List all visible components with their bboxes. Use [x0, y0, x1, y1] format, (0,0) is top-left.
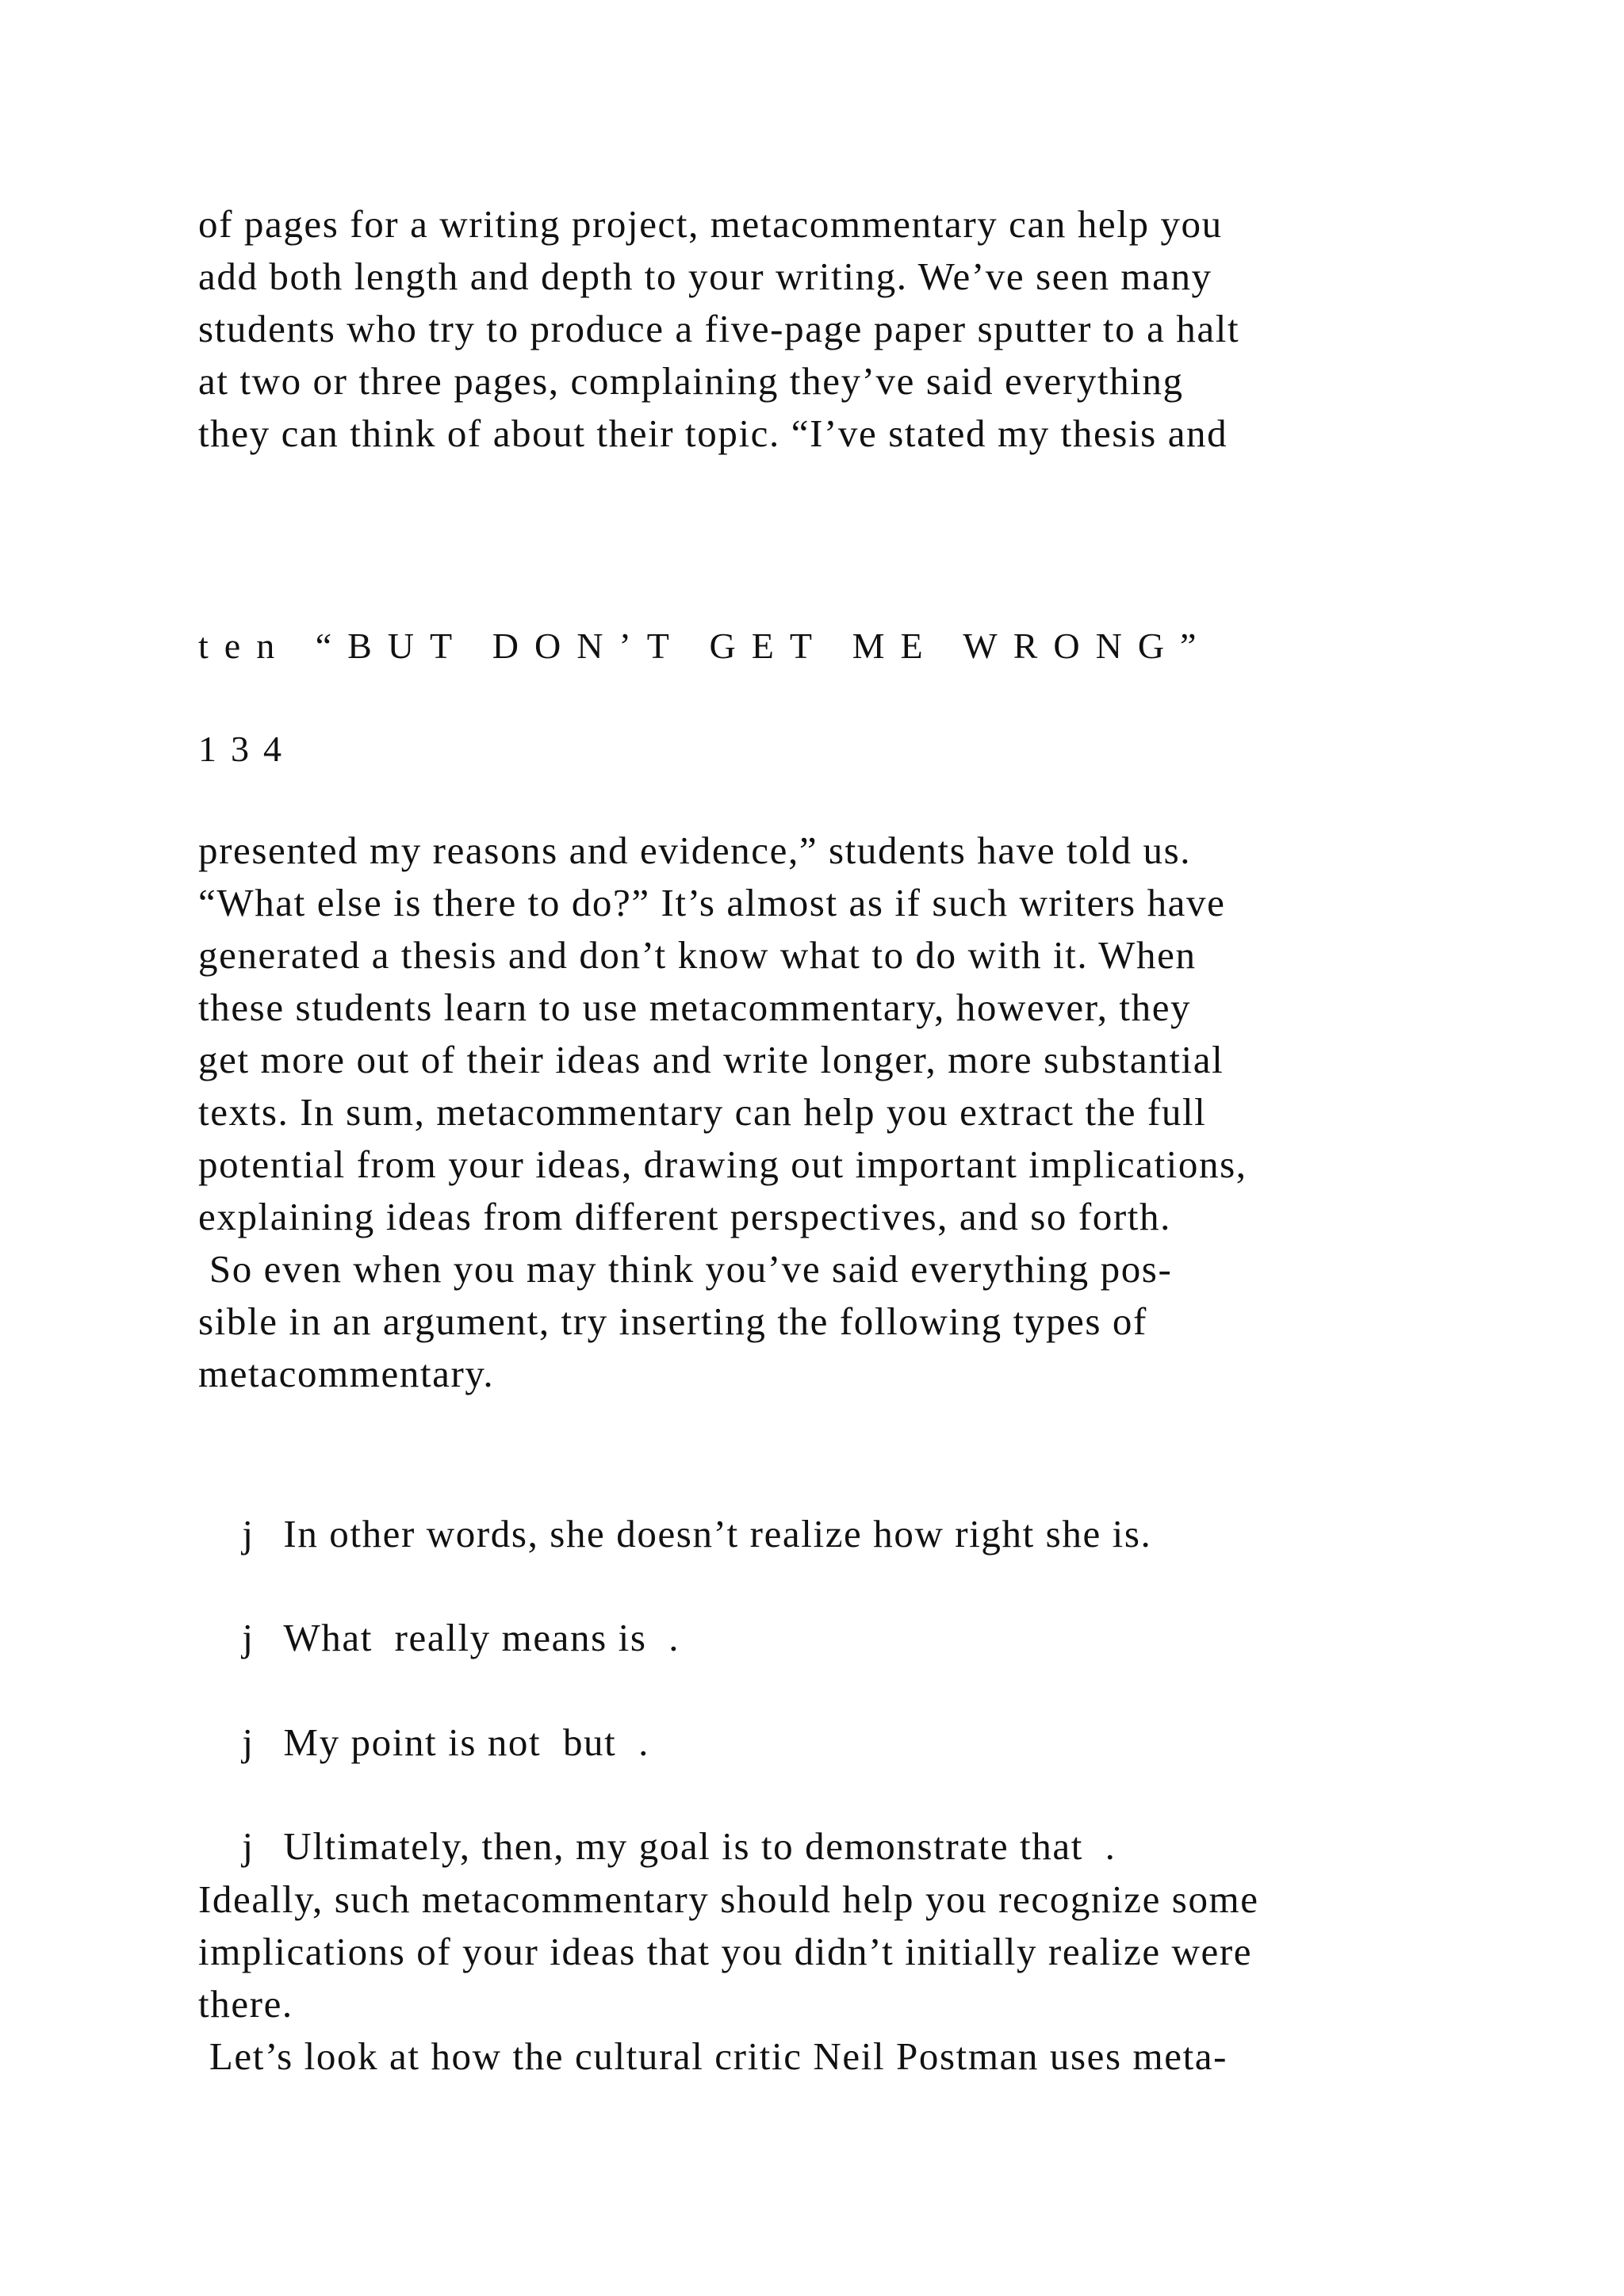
template-text: Ultimately, then, my goal is to demonstrate that . [283, 1824, 1116, 1868]
text-line: metacommentary. [198, 1352, 495, 1395]
page-number: 134 [198, 729, 296, 769]
text-line: explaining ideas from different perspectives, and so forth. [198, 1195, 1171, 1238]
text-line: generated a thesis and don’t know what to do with it. When [198, 933, 1197, 977]
text-line: “What else is there to do?” It’s almost as if such writers have [198, 881, 1226, 924]
template-text: In other words, she doesn’t realize how right she is. [283, 1512, 1152, 1556]
template-bullet: j [242, 1616, 255, 1659]
paragraph-end [198, 1873, 1483, 2083]
template-bullet: j [242, 1512, 255, 1556]
paragraph-top [198, 198, 1483, 460]
text-line: texts. In sum, metacommentary can help you extract the full [198, 1090, 1207, 1134]
template-item [198, 1768, 1116, 1868]
template-item [198, 1664, 649, 1764]
text-line: these students learn to use metacommentary, however, they [198, 985, 1192, 1029]
text-line: get more out of their ideas and write longer, more substantial [198, 1038, 1224, 1081]
text-line: Ideally, such metacommentary should help you recognize some [198, 1877, 1259, 1921]
text-line: at two or three pages, complaining they’ve said everything [198, 359, 1184, 403]
text-line: they can think of about their topic. “I’ve stated my thesis and [198, 411, 1228, 455]
text-line: sible in an argument, try inserting the following types of [198, 1299, 1147, 1343]
text-line: there. [198, 1982, 293, 2026]
text-line: presented my reasons and evidence,” students have told us. [198, 828, 1192, 872]
template-item [198, 1559, 680, 1659]
text-line: students who try to produce a five-page paper sputter to a halt [198, 307, 1240, 350]
text-line: Let’s look at how the cultural critic Neil Postman uses meta- [198, 2034, 1228, 2078]
text-line: of pages for a writing project, metacommentary can help you [198, 202, 1223, 246]
template-text: What really means is . [283, 1616, 680, 1659]
text-line: implications of your ideas that you didn’t initially realize were [198, 1930, 1253, 1973]
template-bullet: j [242, 1720, 255, 1764]
text-line: potential from your ideas, drawing out important implications, [198, 1142, 1247, 1186]
paragraph-main [198, 825, 1483, 1400]
text-line: add both length and depth to your writing. We’ve seen many [198, 254, 1212, 298]
template-item [198, 1456, 1152, 1556]
running-head: ten “BUT DON’T GET ME WRONG” [198, 626, 1212, 666]
template-text: My point is not but . [283, 1720, 649, 1764]
text-line: So even when you may think you’ve said everything pos- [198, 1247, 1173, 1291]
template-bullet: j [242, 1824, 255, 1868]
